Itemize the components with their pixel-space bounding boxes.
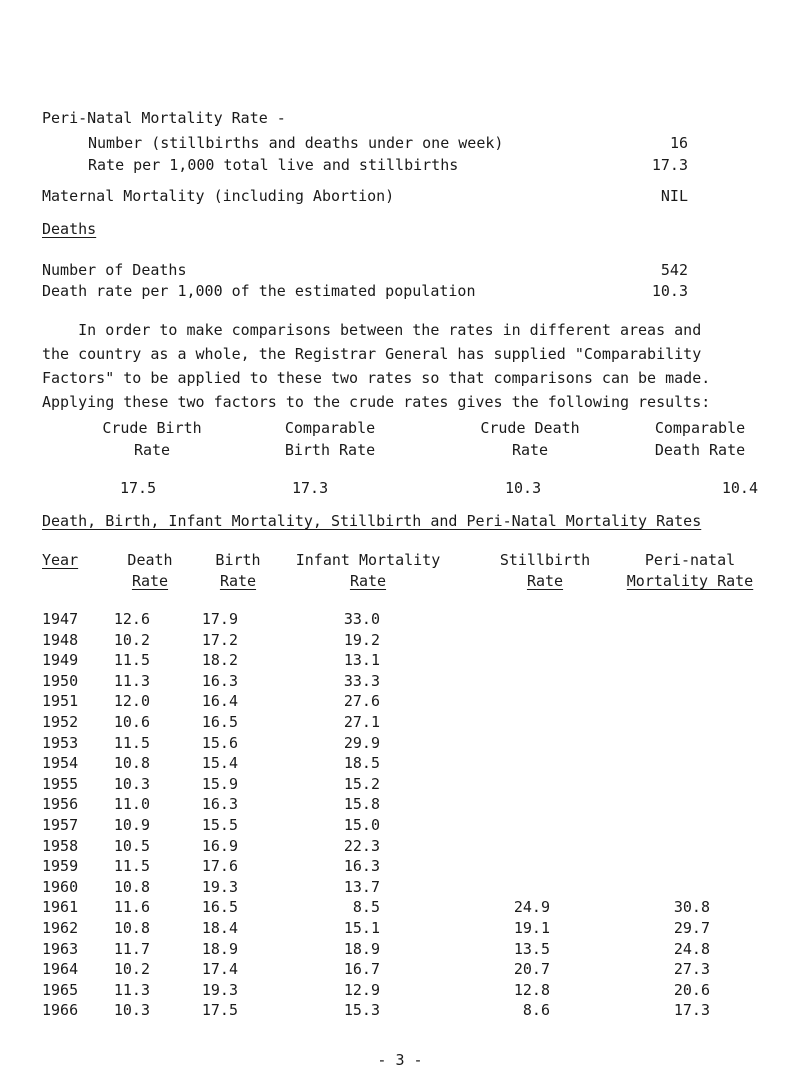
birth-rate-cell: 19.3 (201, 877, 238, 896)
year-cell: 1959 (42, 857, 79, 876)
death-rate-cell: 11.0 (113, 795, 150, 814)
year-cell: 1955 (42, 774, 79, 793)
year-cell: 1960 (42, 877, 79, 896)
birth-rate-cell: 16.3 (201, 795, 238, 814)
death-rate-cell: 10.2 (113, 630, 150, 649)
comparable-birth-value: 17.3 (292, 479, 329, 497)
infant-mortality-cell: 27.1 (343, 713, 380, 731)
paragraph-line: Factors" to be applied to these two rates so that comparisons can be made. (42, 369, 711, 387)
col-header-year: Year (42, 551, 79, 569)
paragraph-line: Applying these two factors to the crude rates gives the following results: (42, 393, 711, 411)
rates-table-title: Death, Birth, Infant Mortality, Stillbirth and Peri-Natal Mortality Rates (42, 512, 702, 530)
death-rate-value: 10.3 (651, 282, 688, 300)
stillbirth-rate-cell: 20.7 (513, 960, 550, 979)
maternal-value: NIL (660, 187, 688, 205)
perinatal-rate-cell: 30.8 (673, 898, 710, 917)
col-header-infant: Infant Mortality (295, 551, 441, 569)
death-rate-cell: 10.2 (113, 960, 150, 979)
infant-mortality-cell: 8.5 (352, 898, 380, 917)
birth-rate-cell: 16.5 (201, 713, 238, 731)
perinatal-rate-cell: 20.6 (673, 980, 710, 999)
year-cell: 1962 (42, 919, 79, 937)
crude-death-header-2: Rate (511, 441, 549, 459)
birth-rate-cell: 15.5 (201, 816, 238, 834)
comparable-death-header-2: Death Rate (654, 441, 746, 459)
comparable-death-value: 10.4 (721, 479, 758, 497)
comparable-birth-header: Comparable (284, 419, 376, 437)
table-row (0, 877, 800, 897)
death-rate-cell: 11.3 (113, 671, 150, 690)
table-row (0, 712, 800, 732)
death-rate-cell: 10.9 (113, 816, 150, 834)
death-rate-label: Death rate per 1,000 of the estimated population (42, 282, 476, 300)
death-rate-cell: 10.3 (113, 774, 150, 793)
table-row (0, 918, 800, 938)
col-header-death-rate: Rate (131, 572, 169, 590)
infant-mortality-cell: 15.1 (343, 919, 380, 937)
infant-mortality-cell: 15.0 (343, 816, 380, 834)
year-cell: 1953 (42, 733, 79, 752)
infant-mortality-cell: 13.7 (343, 877, 380, 896)
peri-natal-rate-label: Rate per 1,000 total live and stillbirths (88, 156, 459, 174)
birth-rate-cell: 17.9 (201, 610, 238, 628)
infant-mortality-cell: 29.9 (343, 733, 380, 752)
death-rate-cell: 10.3 (113, 1001, 150, 1020)
birth-rate-cell: 18.9 (201, 939, 238, 958)
paragraph-line: the country as a whole, the Registrar General has supplied "Comparability (42, 345, 702, 363)
stillbirth-rate-cell: 12.8 (513, 980, 550, 999)
col-header-birth-rate: Rate (219, 572, 257, 590)
birth-rate-cell: 18.2 (201, 651, 238, 670)
table-row (0, 836, 800, 856)
paragraph-line: In order to make comparisons between the rates in different areas and (42, 321, 702, 339)
perinatal-rate-cell: 29.7 (673, 919, 710, 937)
table-row (0, 671, 800, 691)
year-cell: 1949 (42, 651, 79, 670)
year-cell: 1966 (42, 1001, 79, 1020)
death-rate-cell: 10.5 (113, 836, 150, 855)
infant-mortality-cell: 27.6 (343, 692, 380, 711)
birth-rate-cell: 16.9 (201, 836, 238, 855)
table-row (0, 774, 800, 794)
col-header-birth: Birth (215, 551, 261, 569)
table-row (0, 897, 800, 917)
birth-rate-cell: 15.9 (201, 774, 238, 793)
death-rate-cell: 11.5 (113, 733, 150, 752)
perinatal-rate-cell: 17.3 (673, 1001, 710, 1020)
comparable-birth-header-2: Birth Rate (284, 441, 376, 459)
year-cell: 1952 (42, 713, 79, 731)
col-header-stillbirth: Stillbirth (499, 551, 591, 569)
birth-rate-cell: 19.3 (201, 980, 238, 999)
death-rate-cell: 11.7 (113, 939, 150, 958)
crude-birth-header: Crude Birth (102, 419, 202, 437)
table-row (0, 815, 800, 835)
death-rate-cell: 11.5 (113, 651, 150, 670)
table-row (0, 856, 800, 876)
year-cell: 1965 (42, 980, 79, 999)
infant-mortality-cell: 13.1 (343, 651, 380, 670)
peri-natal-number-value: 16 (669, 134, 688, 152)
infant-mortality-cell: 18.5 (343, 754, 380, 773)
year-cell: 1956 (42, 795, 79, 814)
infant-mortality-cell: 15.3 (343, 1001, 380, 1020)
birth-rate-cell: 15.6 (201, 733, 238, 752)
birth-rate-cell: 17.2 (201, 630, 238, 649)
infant-mortality-cell: 12.9 (343, 980, 380, 999)
infant-mortality-cell: 18.9 (343, 939, 380, 958)
year-cell: 1958 (42, 836, 79, 855)
col-header-stillbirth-rate: Rate (526, 572, 564, 590)
crude-death-header: Crude Death (480, 419, 580, 437)
birth-rate-cell: 18.4 (201, 919, 238, 937)
birth-rate-cell: 17.6 (201, 857, 238, 876)
table-row (0, 691, 800, 711)
death-rate-cell: 10.8 (113, 919, 150, 937)
crude-birth-value: 17.5 (120, 479, 157, 497)
deaths-number-value: 542 (660, 261, 688, 279)
table-row (0, 1000, 800, 1020)
deaths-heading: Deaths (42, 220, 97, 238)
birth-rate-cell: 16.5 (201, 898, 238, 917)
col-header-perinatal: Peri-natal (644, 551, 736, 569)
infant-mortality-cell: 16.7 (343, 960, 380, 979)
year-cell: 1948 (42, 630, 79, 649)
maternal-label: Maternal Mortality (including Abortion) (42, 187, 395, 205)
death-rate-cell: 11.6 (113, 898, 150, 917)
birth-rate-cell: 16.3 (201, 671, 238, 690)
col-header-death: Death (127, 551, 173, 569)
comparability-paragraph (42, 318, 756, 414)
crude-birth-header-2: Rate (133, 441, 171, 459)
table-row (0, 733, 800, 753)
page-number: - 3 - (377, 1051, 423, 1069)
birth-rate-cell: 17.5 (201, 1001, 238, 1020)
table-row (0, 753, 800, 773)
year-cell: 1950 (42, 671, 79, 690)
year-cell: 1961 (42, 898, 79, 917)
year-cell: 1964 (42, 960, 79, 979)
infant-mortality-cell: 19.2 (343, 630, 380, 649)
infant-mortality-cell: 15.2 (343, 774, 380, 793)
deaths-number-label: Number of Deaths (42, 261, 187, 279)
table-row (0, 630, 800, 650)
table-row (0, 794, 800, 814)
comparable-death-header: Comparable (654, 419, 746, 437)
infant-mortality-cell: 33.0 (343, 610, 380, 628)
infant-mortality-cell: 15.8 (343, 795, 380, 814)
death-rate-cell: 11.3 (113, 980, 150, 999)
death-rate-cell: 10.6 (113, 713, 150, 731)
peri-natal-rate-value: 17.3 (651, 156, 688, 174)
death-rate-cell: 10.8 (113, 877, 150, 896)
year-cell: 1947 (42, 610, 79, 628)
peri-natal-number-label: Number (stillbirths and deaths under one week) (88, 134, 504, 152)
stillbirth-rate-cell: 8.6 (522, 1001, 550, 1020)
crude-death-value: 10.3 (505, 479, 542, 497)
death-rate-cell: 12.6 (113, 610, 150, 628)
table-row (0, 609, 800, 629)
year-cell: 1963 (42, 939, 79, 958)
stillbirth-rate-cell: 19.1 (513, 919, 550, 937)
death-rate-cell: 10.8 (113, 754, 150, 773)
death-rate-cell: 12.0 (113, 692, 150, 711)
year-cell: 1954 (42, 754, 79, 773)
peri-natal-heading: Peri-Natal Mortality Rate - (42, 109, 286, 127)
table-row (0, 939, 800, 959)
perinatal-rate-cell: 27.3 (673, 960, 710, 979)
infant-mortality-cell: 16.3 (343, 857, 380, 876)
infant-mortality-cell: 33.3 (343, 671, 380, 690)
table-row (0, 980, 800, 1000)
infant-mortality-cell: 22.3 (343, 836, 380, 855)
birth-rate-cell: 16.4 (201, 692, 238, 711)
year-cell: 1957 (42, 816, 79, 834)
col-header-infant-rate: Rate (349, 572, 387, 590)
birth-rate-cell: 15.4 (201, 754, 238, 773)
stillbirth-rate-cell: 13.5 (513, 939, 550, 958)
year-cell: 1951 (42, 692, 79, 711)
col-header-perinatal-rate: Mortality Rate (626, 572, 754, 590)
perinatal-rate-cell: 24.8 (673, 939, 710, 958)
death-rate-cell: 11.5 (113, 857, 150, 876)
birth-rate-cell: 17.4 (201, 960, 238, 979)
stillbirth-rate-cell: 24.9 (513, 898, 550, 917)
table-row (0, 959, 800, 979)
table-row (0, 650, 800, 670)
